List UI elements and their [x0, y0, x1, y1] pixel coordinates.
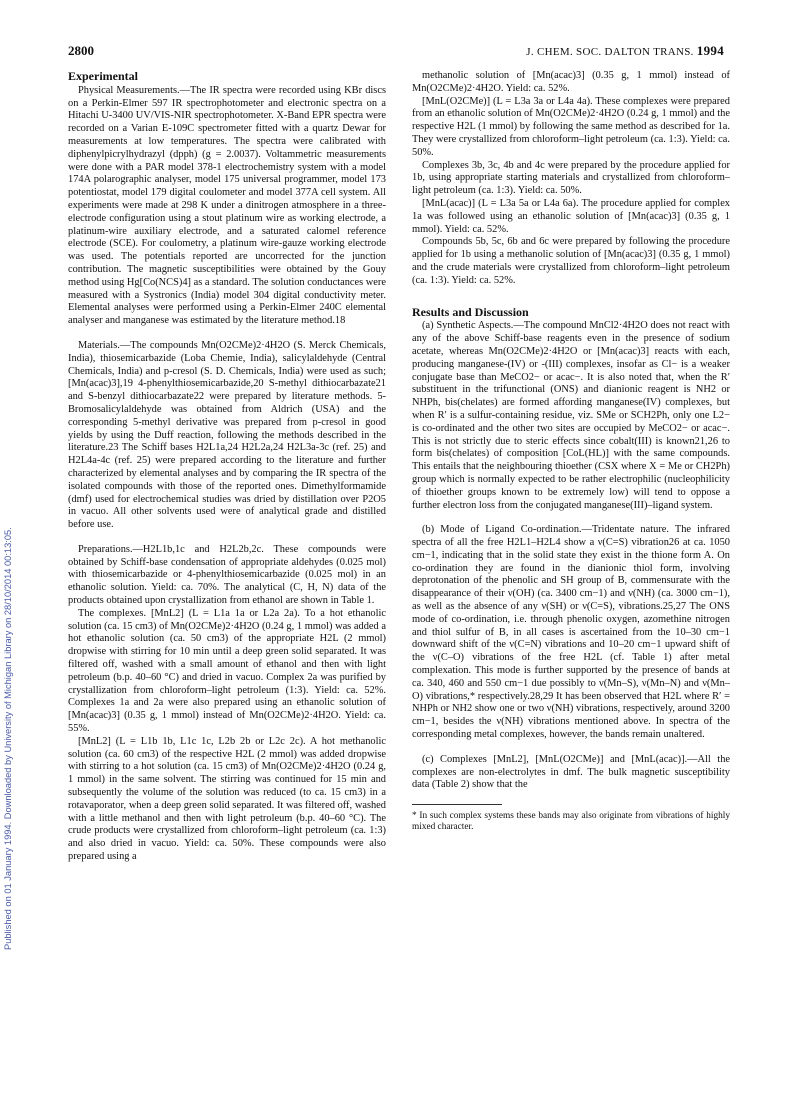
paragraph-materials: Materials.—The compounds Mn(O2CMe)2·4H2O (S. Merck Chemicals, India), thiosemicarbazide (Loba Chemie, India), salicylaldehyde (Central Chemicals, India) and p-cresol (S. D. Chemicals, India) were used as such; [Mn(acac)3],19 4-phenylthiosemicarbazide,20 S-methyl dithiocarbazate21 and S-benzyl dithiocarbazate22 were prepared by literature methods. 5-Bromosalicylaldehyde was obtained from Aldrich (USA) and the corresponding 5-methyl derivative was prepared from p-cresol in good yields by using the Duff reaction, following the methods described in the literature.23 The Schiff bases H2L1a,24 H2L2a,24 H2L3a-3c (ref. 25) and H2L4a-4c (ref. 25) were prepared according to the literature and further characterized by elemental analyses and by comparing the IR spectra of the isolated compounds with those of the reported ones. Dimethylformamide (dmf) used for electrochemical studies was dried by distillation over P2O5 in vacuo. All other solvents used were of analytical grade and distilled before use.	[68, 339, 386, 531]
right-column	[412, 70, 730, 833]
paragraph-continued: methanolic solution of [Mn(acac)3] (0.35 g, 1 mmol) instead of Mn(O2CMe)2·4H2O. Yield: ca. 52%.	[412, 70, 730, 94]
journal-year: 1994	[696, 43, 724, 58]
section-heading-results: Results and Discussion	[412, 304, 529, 319]
paragraph-complexes-magnetic: (c) Complexes [MnL2], [MnL(O2CMe)] and [MnL(acac)].—All the complexes are non-electrolytes in dmf. The bulk magnetic susceptibility data (Table 2) show that the	[412, 753, 730, 791]
footnote: * In such complex systems these bands may also originate from vibrations of highly mixed character.	[412, 811, 730, 833]
page-header	[68, 43, 724, 61]
download-notice: Published on 01 January 1994. Downloaded by University of Michigan Library on 28/10/2014 00:13:05.	[3, 527, 13, 950]
paragraph-complexes-3b-4c: Complexes 3b, 3c, 4b and 4c were prepared by the procedure applied for 1b, using appropriate starting materials and crystallized from chloroform–light petroleum (ca. 1:3). Yield: ca. 50%.	[412, 159, 730, 197]
paragraph-complexes-1b-2c: [MnL2] (L = L1b 1b, L1c 1c, L2b 2b or L2c 2c). A hot methanolic solution (ca. 60 cm3) of the respective H2L (2 mmol) was added dropwise with stirring to a hot solution (ca. 15 cm3) of Mn(O2CMe)2·4H2O (0.24 g, 1 mmol) in the same solvent. The stirring was continued for 15 min and subsequently the volume of the solution was reduced (to ca. 15 cm3) in a rotavaporator, when a deep green solid separated. It was filtered off, washed with a little methanol and then with light petroleum (b.p. 40–60 °C). The crude products were crystallized from chloroform–light petroleum (ca. 1:3) and also dried in vacuo. Yield: ca. 50%. These compounds were also prepared using a	[68, 735, 386, 863]
paragraph-physical-measurements: Physical Measurements.—The IR spectra were recorded using KBr discs on a Perkin-Elmer 597 IR spectrophotometer and electronic spectra on a Hitachi U-3400 UV/VIS-NIR spectrophotometer. X-Band EPR spectra were recorded on a Varian E-109C spectrometer fitted with a quartz Dewar for measurements at low temperatures. The spectra were calibrated with diphenylpicrylhydrazyl (dpph) (g = 2.0037). Voltammetric measurements were done with a PAR model 378-1 electrochemistry system with a model 174A polarographic analyser, model 175 universal programmer, model 173 potentiostat, model 179 digital coulometer and model 377A cell system. All experiments were made at 298 K under a dinitrogen atmosphere in a three-electrode configuration using a stout platinum wire as working electrode, a platinum-wire auxiliary electrode, and a saturated calomel reference electrode (SCE). For coulometry, a platinum wire-gauze working electrode was used. The potentials reported are uncorrected for the junction contribution. The magnetic susceptibilities were obtained by the Gouy method using Hg[Co(NCS)4] as a standard. The solution conductances were measured with a Systronics (India) model 304 digital conductivity meter. Elemental analyses were performed using a Perkin-Elmer 240C elemental analyser and manganese was estimated by the literature method.18	[68, 84, 386, 327]
section-heading-experimental: Experimental	[68, 69, 138, 83]
paragraph-compounds-5b-6c: Compounds 5b, 5c, 6b and 6c were prepared by following the procedure applied for 1b using a methanolic solution of [Mn(acac)3] (0.35 g, 1 mmol) and the crude materials were crystallized from chloroform–light petroleum (ca. 1:3). Yield: ca. 52%.	[412, 236, 730, 286]
journal-name: J. CHEM. SOC. DALTON TRANS.	[526, 46, 694, 58]
paragraph-synthetic-aspects: (a) Synthetic Aspects.—The compound MnCl2·4H2O does not react with any of the above Schiff-base reagents even in the presence of sodium acetate, whereas Mn(O2CMe)2·4H2O or [Mn(acac)3] reacts with each, producing manganese-(IV) or -(III) complexes, insofar as Cl− is a weaker conjugate base than MeCO2− or acac−. It is also noted that, when the R′ substituent in the trifunctional (ONS) and dianionic reagent is NH2 or NHPh, bis(chelates) are formed affording manganese(IV) complexes, but when R′ is a sulfur-containing residue, viz. SMe or SCH2Ph, only one L2− is co-ordinated and the other two sites are occupied by MeCO2− or acac−. This is not strictly due to steric effects since cobalt(III) is known21,26 to form bis(chelates) of composition [CoL(HL)] with the same compounds. This entails that the neighbouring thioether (CSX where X = Me or CH2Ph) group which is normally expected to be rather electrophilic (nucleophilicity of thioether groups known to be extremely low) will tend to oppose a further electron loss from the conjugated manganese(III)–ligand system.	[412, 320, 730, 511]
paragraph-complexes-5a-6a: [MnL(acac)] (L = L3a 5a or L4a 6a). The procedure applied for complex 1a was followed using an ethanolic solution of [Mn(acac)3] (0.35 g, 1 mmol). Yield: ca. 52%.	[412, 197, 730, 235]
page-number: 2800	[68, 43, 94, 58]
footnote-divider	[412, 804, 502, 805]
left-column	[68, 70, 386, 864]
paragraph-complexes-1a-2a: The complexes. [MnL2] (L = L1a 1a or L2a 2a). To a hot ethanolic solution (ca. 15 cm3) of Mn(O2CMe)2·4H2O (0.24 g, 1 mmol) was added a hot ethanolic solution (ca. 50 cm3) of the appropriate H2L (2 mmol) dropwise with stirring for 10 min until a deep green solid separated. It was filtered off, washed with a small amount of ethanol and then with light petroleum (b.p. 40–60 °C) and dried in vacuo. Complex 2a was purified by crystallization from chloroform–light petroleum (1:3). Yield: ca. 52%. Complexes 1a and 2a were also prepared using an ethanolic solution of [Mn(acac)3] (0.35 g, 1 mmol) instead of Mn(O2CMe)2·4H2O. Yield: ca. 55%.	[68, 607, 386, 735]
paragraph-preparations: Preparations.—H2L1b,1c and H2L2b,2c. These compounds were obtained by Schiff-base condensation of appropriate aldehydes (0.025 mol) with thiosemicarbazide or 4-phenylthiosemicarbazide (0.025 mol) in an ethanolic solution. Yield: ca. 70%. The analytical (C, H, N) data of the products obtained upon crystallization from ethanol are shown in Table 1.	[68, 543, 386, 607]
paragraph-ligand-coordination: (b) Mode of Ligand Co-ordination.—Tridentate nature. The infrared spectra of all the free H2L1–H2L4 show a ν(C=S) vibration26 at ca. 1050 cm−1, indicating that in the solid state they exist in the thione form A. On co-ordination they are found in the dianionic thiol form, involving deprotonation of the phenolic and SH group of B, commensurate with the disappearance of their ν(OH) (ca. 3400 cm−1) and ν(NH) (ca. 3000 cm−1), as well as the absence of any ν(SH) or ν(C=S), vibrations.25,27 The ONS mode of co-ordination, i.e. through phenolic oxygen, azomethine nitrogen and thiol sulfur of B, in all cases is ascertained from the 10–30 cm−1 downward shift of the ν(C=N) vibrations and 10–20 cm−1 upward shift of the ν(C–O) vibrations of the free H2L (cf. Table 1) after metal complexation. This mode is further supported by the presence of bands at ca. 340, 460 and 550 cm−1 due possibly to ν(Mn–S), ν(Mn–N) and ν(Mn–O) vibrations,* respectively.28,29 It has been observed that H2L where R′ = NHPh or NH2 show one or two ν(NH) vibrations, respectively, around 3200 cm−1, besides the ν(NH) vibrations mentioned above. In spectra of the corresponding metal complexes, however, the bands remain unaltered.	[412, 524, 730, 741]
paragraph-complexes-3a-4a: [MnL(O2CMe)] (L = L3a 3a or L4a 4a). These complexes were prepared from an ethanolic solution of Mn(O2CMe)2·4H2O (0.24 g, 1 mmol) and the respective H2L (1 mmol) by following the same method as described for 1a. They were crystallized from chloroform–light petroleum (ca. 1:3). Yield: ca. 50%.	[412, 95, 730, 158]
running-head	[526, 43, 724, 59]
